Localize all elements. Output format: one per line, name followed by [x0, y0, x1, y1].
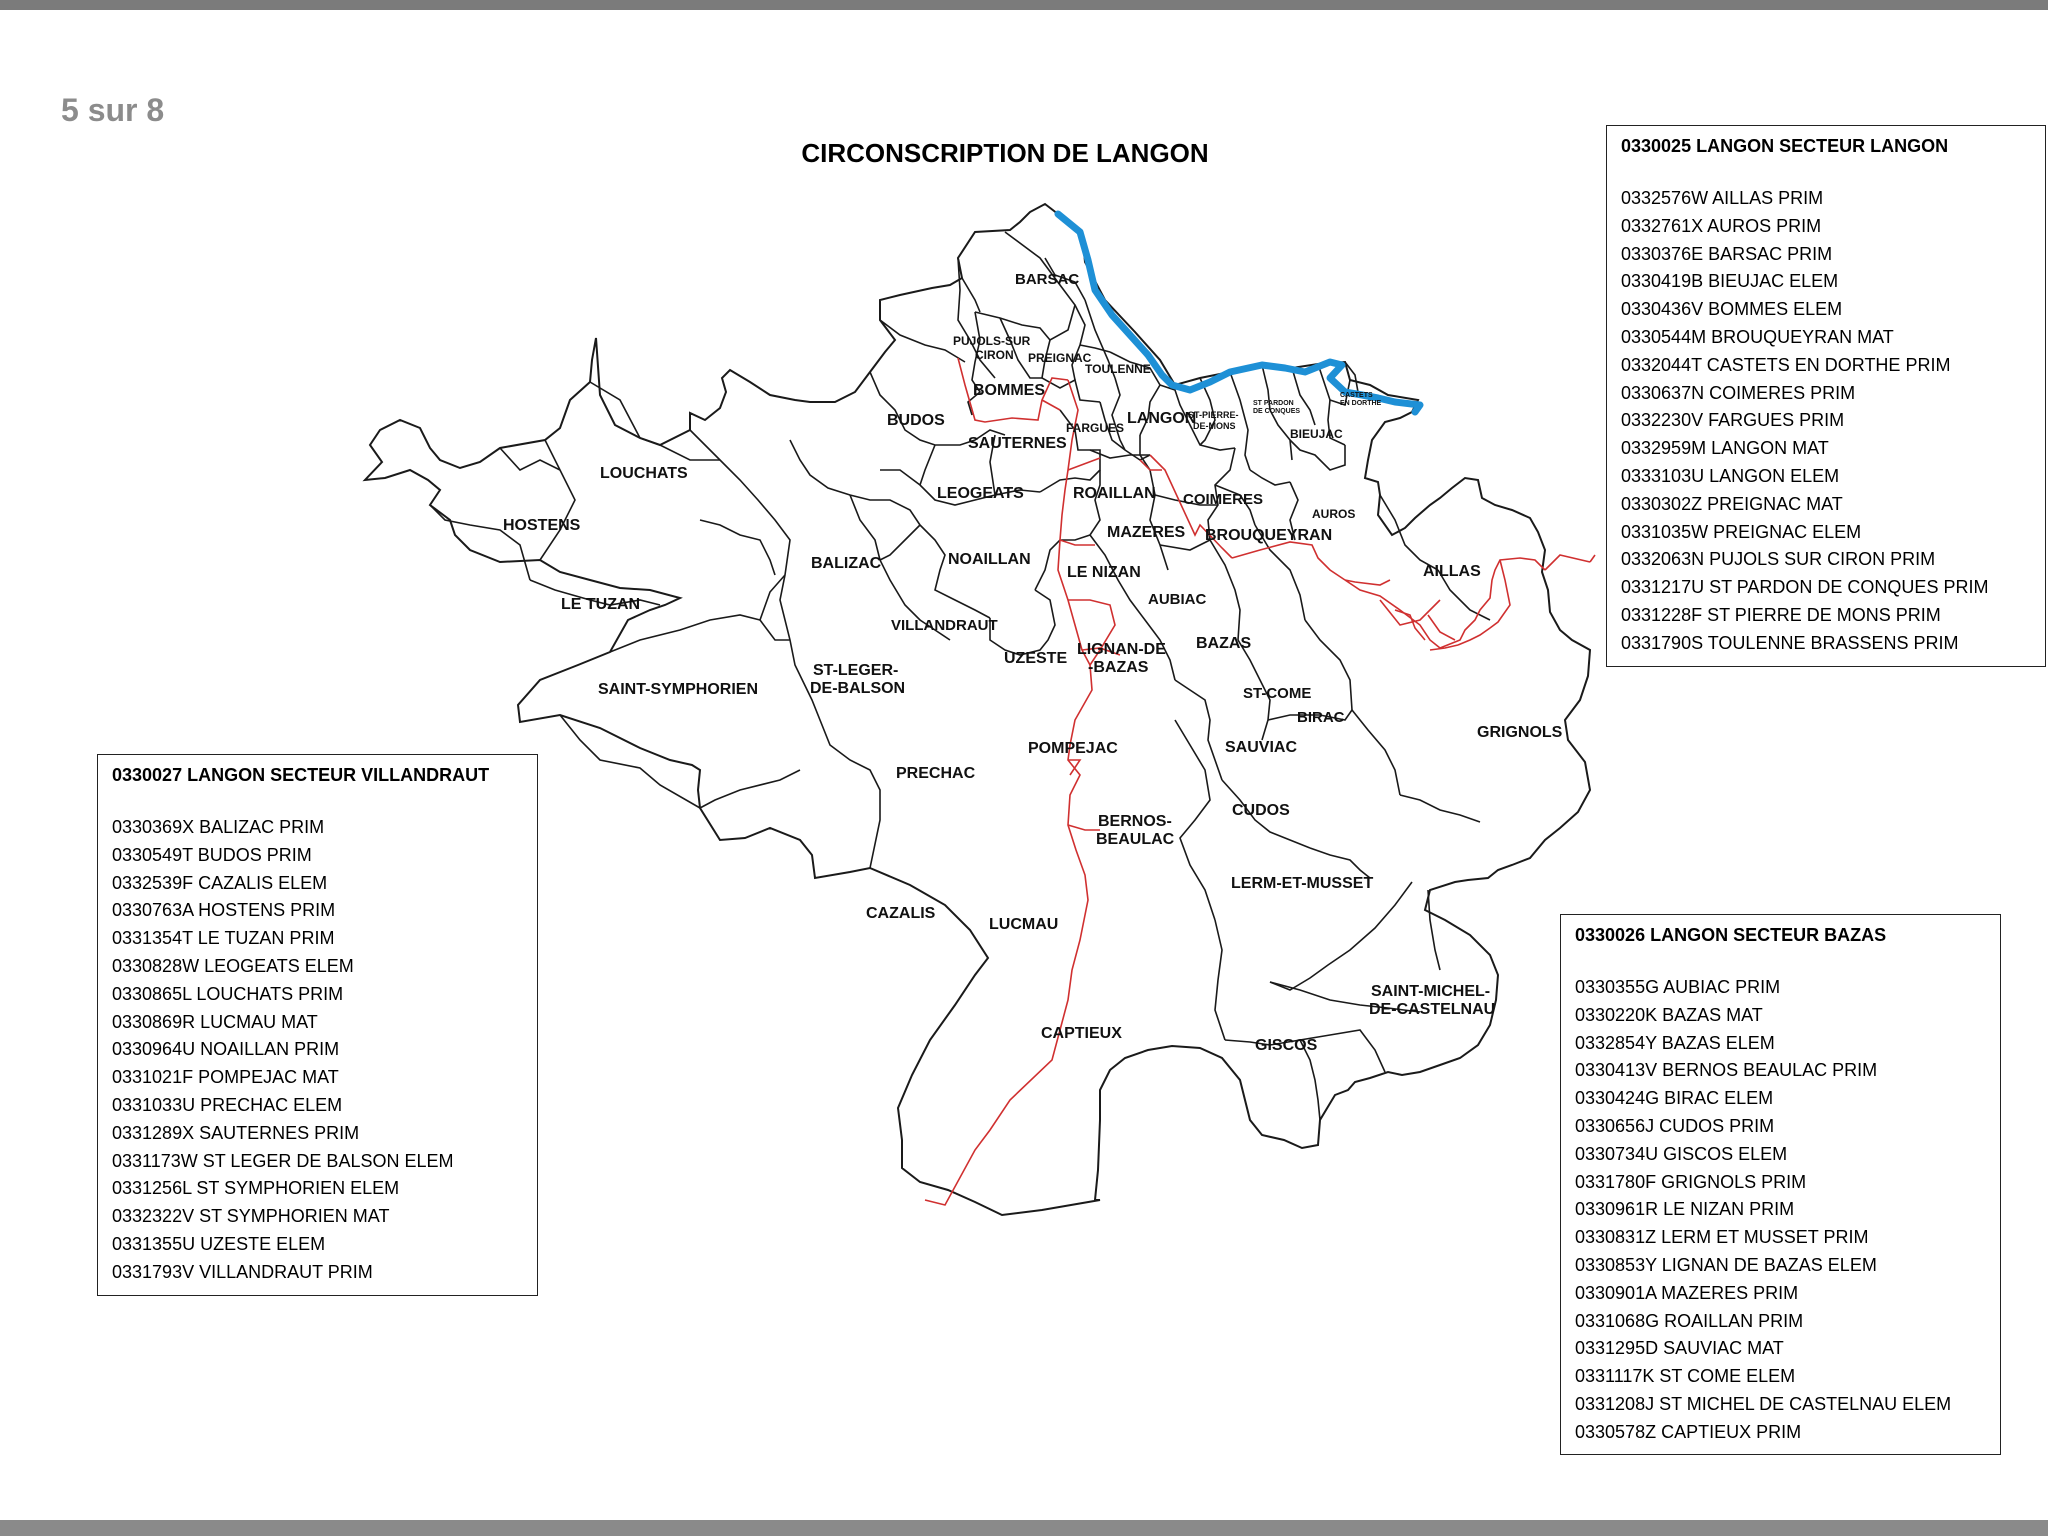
school-entry: 0331355U UZESTE ELEM — [112, 1233, 326, 1254]
page-indicator: 5 sur 8 — [61, 92, 165, 128]
school-entry: 0330302Z PREIGNAC MAT — [1621, 493, 1843, 514]
school-entry: 0332539F CAZALIS ELEM — [112, 872, 328, 893]
school-entry: 0330369X BALIZAC PRIM — [112, 817, 325, 837]
label-sauviac: SAUVIAC — [1225, 739, 1298, 756]
school-entry: 0331117K ST COME ELEM — [1575, 1366, 1796, 1387]
school-entry: 0330734U GISCOS ELEM — [1575, 1143, 1788, 1164]
label-langon: LANGON — [1127, 410, 1197, 427]
school-entry: 0330763A HOSTENS PRIM — [112, 900, 336, 921]
label-cudos: CUDOS — [1232, 802, 1290, 819]
label-captieux: CAPTIEUX — [1041, 1025, 1122, 1042]
label-saint-symphorien: SAINT-SYMPHORIEN — [598, 681, 759, 698]
label-st-leger: ST-LEGER- — [813, 662, 899, 679]
label-bieujac: BIEUJAC — [1290, 427, 1343, 441]
label-lignan-de: LIGNAN-DE — [1077, 641, 1166, 658]
school-entry: 0330828W LEOGEATS ELEM — [112, 955, 354, 976]
label-sauternes: SAUTERNES — [968, 435, 1067, 452]
school-entry: 0331793V VILLANDRAUT PRIM — [112, 1261, 373, 1282]
school-entry: 0332322V ST SYMPHORIEN MAT — [112, 1206, 390, 1227]
school-entry: 0330355G AUBIAC PRIM — [1575, 977, 1781, 997]
sector-title-villandraut: 0330027 LANGON SECTEUR VILLANDRAUT — [112, 765, 490, 785]
school-entry: 0330413V BERNOS BEAULAC PRIM — [1575, 1060, 1878, 1081]
label-de-conques: DE CONQUES — [1253, 408, 1301, 415]
school-entry: 0332063N PUJOLS SUR CIRON PRIM — [1621, 549, 1936, 570]
label-le-nizan: LE NIZAN — [1067, 564, 1141, 581]
school-entry: 0330869R LUCMAU MAT — [112, 1011, 318, 1032]
label-ciron: CIRON — [975, 348, 1014, 362]
school-list-villandraut — [112, 814, 523, 1287]
label-balizac: BALIZAC — [811, 555, 882, 572]
sector-box-villandraut — [97, 754, 538, 1296]
sector-box-langon — [1606, 125, 2046, 667]
school-entry: 0332230V FARGUES PRIM — [1621, 410, 1845, 431]
label-aillas: AILLAS — [1423, 563, 1481, 580]
sector-title-bazas: 0330026 LANGON SECTEUR BAZAS — [1575, 925, 1887, 945]
school-entry: 0330578Z CAPTIEUX PRIM — [1575, 1421, 1802, 1442]
school-entry: 0333103U LANGON ELEM — [1621, 465, 1840, 486]
label-lucmau: LUCMAU — [989, 916, 1059, 933]
school-entry: 0331173W ST LEGER DE BALSON ELEM — [112, 1150, 454, 1171]
label-grignols: GRIGNOLS — [1477, 724, 1563, 741]
label-le-tuzan: LE TUZAN — [561, 596, 641, 613]
school-entry: 0331035W PREIGNAC ELEM — [1621, 521, 1862, 542]
school-entry: 0330831Z LERM ET MUSSET PRIM — [1575, 1227, 1869, 1248]
school-entry: 0331228F ST PIERRE DE MONS PRIM — [1621, 604, 1941, 625]
label-pompejac: POMPEJAC — [1028, 740, 1118, 757]
school-entry: 0331790S TOULENNE BRASSENS PRIM — [1621, 632, 1959, 653]
school-entry: 0331289X SAUTERNES PRIM — [112, 1122, 360, 1143]
school-entry: 0330853Y LIGNAN DE BAZAS ELEM — [1575, 1254, 1877, 1275]
label-bazas: BAZAS — [1196, 635, 1252, 652]
school-entry: 0330376E BARSAC PRIM — [1621, 243, 1833, 264]
label-barsac: BARSAC — [1015, 271, 1080, 288]
label-preignac: PREIGNAC — [1028, 351, 1092, 365]
school-list-bazas — [1575, 974, 1986, 1447]
label-pujols-sur: PUJOLS-SUR — [953, 334, 1031, 348]
label-en-dorthe: EN DORTHE — [1340, 400, 1382, 407]
school-entry: 0331033U PRECHAC ELEM — [112, 1094, 343, 1115]
school-entry: 0330901A MAZERES PRIM — [1575, 1282, 1799, 1303]
school-entry: 0331208J ST MICHEL DE CASTELNAU ELEM — [1575, 1393, 1952, 1414]
label-toulenne: TOULENNE — [1085, 362, 1151, 376]
label-st-pardon: ST PARDON — [1253, 400, 1294, 407]
school-entry: 0331256L ST SYMPHORIEN ELEM — [112, 1178, 400, 1199]
label-giscos: GISCOS — [1255, 1037, 1318, 1054]
school-entry: 0331295D SAUVIAC MAT — [1575, 1338, 1784, 1359]
school-entry: 0330637N COIMERES PRIM — [1621, 382, 1856, 403]
label-castets: CASTETS — [1340, 392, 1373, 399]
school-entry: 0332854Y BAZAS ELEM — [1575, 1032, 1775, 1053]
label-auros: AUROS — [1312, 507, 1356, 521]
school-entry: 0331780F GRIGNOLS PRIM — [1575, 1171, 1807, 1192]
label-brouqueyran: BROUQUEYRAN — [1205, 527, 1333, 544]
school-entry: 0331217U ST PARDON DE CONQUES PRIM — [1621, 577, 1989, 598]
label-de-balson: DE-BALSON — [810, 680, 906, 697]
label-cazalis: CAZALIS — [866, 905, 936, 922]
school-entry: 0331068G ROAILLAN PRIM — [1575, 1310, 1804, 1331]
label-villandraut: VILLANDRAUT — [891, 617, 998, 634]
school-entry: 0330961R LE NIZAN PRIM — [1575, 1199, 1795, 1220]
bottom-bar — [0, 1520, 2048, 1536]
label-saint-michel: SAINT-MICHEL- — [1371, 983, 1491, 1000]
school-entry: 0330865L LOUCHATS PRIM — [112, 983, 344, 1004]
school-entry: 0330419B BIEUJAC ELEM — [1621, 271, 1839, 292]
label-lerm-et-musset: LERM-ET-MUSSET — [1231, 875, 1374, 892]
label-de-castelnau: DE-CASTELNAU — [1369, 1001, 1496, 1018]
school-entry: 0332044T CASTETS EN DORTHE PRIM — [1621, 354, 1951, 375]
school-list-langon — [1621, 185, 2031, 658]
school-entry: 0332761X AUROS PRIM — [1621, 215, 1822, 236]
label-coimeres: COIMERES — [1183, 491, 1264, 508]
label-fargues: FARGUES — [1066, 421, 1125, 435]
school-entry: 0330424G BIRAC ELEM — [1575, 1088, 1774, 1109]
school-entry: 0332959M LANGON MAT — [1621, 438, 1829, 459]
school-entry: 0330220K BAZAS MAT — [1575, 1004, 1763, 1025]
label-uzeste: UZESTE — [1004, 650, 1068, 667]
label-bazas-suffix: -BAZAS — [1088, 659, 1149, 676]
label-de-mons: DE-MONS — [1193, 421, 1236, 431]
school-entry: 0330656J CUDOS PRIM — [1575, 1115, 1775, 1136]
school-entry: 0331021F POMPEJAC MAT — [112, 1067, 339, 1088]
label-noaillan: NOAILLAN — [948, 551, 1031, 568]
label-prechac: PRECHAC — [896, 765, 976, 782]
label-louchats: LOUCHATS — [600, 465, 688, 482]
label-bernos: BERNOS- — [1098, 813, 1172, 830]
label-hostens: HOSTENS — [503, 517, 581, 534]
label-st-pierre: ST-PIERRE- — [1188, 410, 1239, 420]
school-entry: 0332576W AILLAS PRIM — [1621, 188, 1824, 208]
school-entry: 0330964U NOAILLAN PRIM — [112, 1039, 340, 1060]
label-mazeres: MAZERES — [1107, 524, 1186, 541]
school-entry: 0330544M BROUQUEYRAN MAT — [1621, 326, 1894, 347]
school-entry: 0331354T LE TUZAN PRIM — [112, 928, 335, 949]
school-entry: 0330549T BUDOS PRIM — [112, 844, 312, 865]
school-entry: 0330436V BOMMES ELEM — [1621, 299, 1843, 320]
sector-title-langon: 0330025 LANGON SECTEUR LANGON — [1621, 136, 1949, 156]
label-bommes: BOMMES — [973, 382, 1045, 399]
label-aubiac: AUBIAC — [1148, 591, 1207, 608]
label-beaulac: BEAULAC — [1096, 831, 1175, 848]
sector-box-bazas — [1560, 914, 2001, 1455]
label-roaillan: ROAILLAN — [1073, 485, 1156, 502]
label-birac: BIRAC — [1297, 709, 1345, 726]
label-leogeats: LEOGEATS — [937, 485, 1024, 502]
label-budos: BUDOS — [887, 412, 945, 429]
label-st-come: ST-COME — [1243, 685, 1312, 702]
map-title: CIRCONSCRIPTION DE LANGON — [801, 138, 1209, 168]
